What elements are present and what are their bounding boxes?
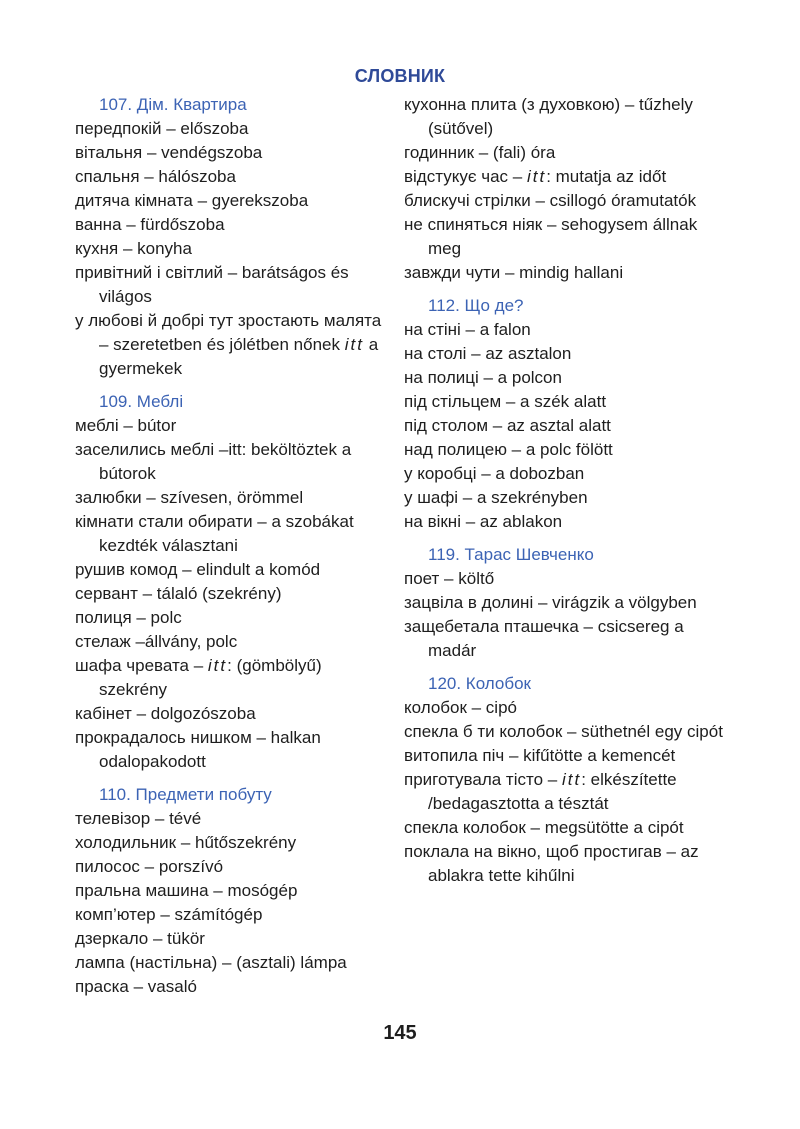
entry-text: відстукує час – <box>404 167 527 186</box>
entry: не спиняться ніяк – sehogysem állnak meg <box>404 215 698 258</box>
entry: колобок – cipó <box>404 698 517 717</box>
entry-text: шафа чревата – <box>75 656 208 675</box>
entry: меблі – bútor <box>75 416 177 435</box>
entry: спекла колобок – megsütötte a cipót <box>404 818 684 837</box>
entry: поет – költő <box>404 569 495 588</box>
entry: лампа (настільна) – (asztali) lámpa <box>75 953 347 972</box>
entry: блискучі стрілки – csillogó óramutatók <box>404 191 697 210</box>
entry-text: : elkészítette /bedagasztotta a tésztát <box>428 770 677 813</box>
entry: спальня – hálószoba <box>75 167 236 186</box>
entry: під стільцем – a szék alatt <box>404 392 607 411</box>
entry-italic: itt <box>344 335 364 354</box>
section-heading: 107. Дім. Квартира <box>99 95 247 114</box>
entry: стелаж –állvány, polc <box>75 632 238 651</box>
entry: на столі – az asztalon <box>404 344 572 363</box>
entry: праска – vasaló <box>75 977 197 996</box>
entry: защебетала пташечка – csicsereg a madár <box>404 617 684 660</box>
right-column <box>404 93 734 888</box>
entry: завжди чути – mindig hallani <box>404 263 624 282</box>
entry: під столом – az asztal alatt <box>404 416 611 435</box>
entry: комп’ютер – számítógép <box>75 905 263 924</box>
section-111-continued <box>404 93 734 285</box>
section-heading: 110. Предмети побуту <box>99 785 272 804</box>
entry: кухня – konyha <box>75 239 192 258</box>
entry-text: : mutatja az időt <box>546 167 667 186</box>
entry: спекла б ти колобок – süthetnél egy cipót <box>404 722 723 741</box>
section-heading: 119. Тарас Шевченко <box>428 545 594 564</box>
entry: прокрадалось нишком – halkan odalopakodott <box>75 728 321 771</box>
entry: дзеркало – tükör <box>75 929 205 948</box>
entry: холодильник – hűtőszekrény <box>75 833 297 852</box>
entry: поклала на вікно, щоб простигав – az ablakra tette kihűlni <box>404 842 699 885</box>
section-107 <box>75 93 393 381</box>
entry: у коробці – a dobozban <box>404 464 585 483</box>
entry <box>404 165 734 189</box>
entry: сервант – tálaló (szekrény) <box>75 584 282 603</box>
entry: годинник – (fali) óra <box>404 143 556 162</box>
entry: рушив комод – elindult a komód <box>75 560 321 579</box>
entry <box>75 654 393 702</box>
entry: телевізор – tévé <box>75 809 202 828</box>
entry: вітальня – vendégszoba <box>75 143 263 162</box>
entry: пральна машина – mosógép <box>75 881 298 900</box>
entry <box>75 309 393 381</box>
entry: залюбки – szívesen, örömmel <box>75 488 304 507</box>
entry: кабінет – dolgozószoba <box>75 704 256 723</box>
page-number: 145 <box>383 1022 417 1044</box>
section-109 <box>75 390 393 774</box>
entry <box>404 768 734 816</box>
entry: полиця – polc <box>75 608 182 627</box>
entry: передпокій – előszoba <box>75 119 249 138</box>
section-heading: 109. Меблі <box>99 392 184 411</box>
page-title: СЛОВНИК <box>354 66 446 86</box>
entry: у шафі – a szekrényben <box>404 488 588 507</box>
entry-italic: itt <box>526 167 547 186</box>
entry: на полиці – a polcon <box>404 368 562 387</box>
section-120 <box>404 672 734 888</box>
entry: заселились меблі –itt: beköltöztek a bútorok <box>75 440 352 483</box>
entry: кухонна плита (з духовкою) – tűzhely (sütővel) <box>404 95 693 138</box>
section-110 <box>75 783 393 999</box>
section-112 <box>404 294 734 534</box>
section-heading: 120. Колобок <box>428 674 531 693</box>
entry-text: у любові й добрі тут зростають малята – szeretetben és jólétben nőnek <box>75 311 382 354</box>
section-heading: 112. Що де? <box>428 296 524 315</box>
entry-italic: itt <box>561 770 582 789</box>
entry-italic: itt <box>207 656 228 675</box>
entry: над полицею – a polc fölött <box>404 440 613 459</box>
entry-text: приготувала тісто – <box>404 770 562 789</box>
entry: дитяча кімната – gyerekszoba <box>75 191 309 210</box>
entry: витопила піч – kifűtötte a kemencét <box>404 746 676 765</box>
entry-text: a gyermekek <box>99 335 379 378</box>
entry: ванна – fürdőszoba <box>75 215 225 234</box>
entry: привітний і світлий – barátságos és világos <box>75 263 349 306</box>
entry: на стіні – a falon <box>404 320 531 339</box>
section-119 <box>404 543 734 663</box>
entry: зацвіла в долині – virágzik a völgyben <box>404 593 697 612</box>
entry: кімнати стали обирати – a szobákat kezdték választani <box>75 512 354 555</box>
entry-text: : (gömbölyű) szekrény <box>99 656 322 699</box>
entry: на вікні – az ablakon <box>404 512 563 531</box>
entry: пилосос – porszívó <box>75 857 224 876</box>
left-column <box>75 93 393 999</box>
